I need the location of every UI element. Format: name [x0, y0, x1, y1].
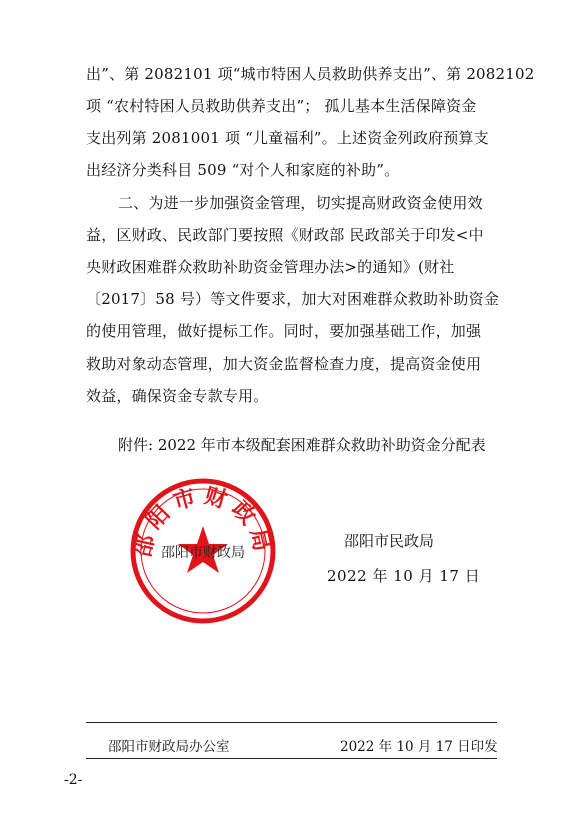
body-line: 益，区财政、民政部门要按照《财政部 民政部关于印发<中: [86, 226, 484, 244]
body-line: 央财政困难群众救助补助资金管理办法>的通知》(财社: [86, 258, 455, 276]
attachment-line: 附件: 2022 年市本级配套困难群众救助补助资金分配表: [118, 436, 486, 454]
civil-affairs-bureau: 邵阳市民政局: [344, 532, 435, 550]
official-seal: [128, 476, 278, 626]
body-line: 〔2017〕58 号）等文件要求，加大对困难群众救助补助资金: [86, 290, 500, 308]
signature-date: 2022 年 10 月 17 日: [327, 567, 481, 585]
body-line: 出经济分类科目 509 “对个人和家庭的补助”。: [86, 161, 400, 179]
body-line: 效益，确保资金专款专用。: [86, 387, 269, 405]
body-line: 二、为进一步加强资金管理，切实提高财政资金使用效: [118, 194, 483, 212]
body-line: 的使用管理，做好提标工作。同时，要加强基础工作，加强: [86, 322, 482, 340]
footer-office: 邵阳市财政局办公室: [108, 739, 230, 755]
footer-top-rule: [86, 722, 497, 723]
body-line: 项 “农村特困人员救助供养支出”； 孤儿基本生活保障资金: [86, 97, 477, 115]
page-number: -2-: [64, 772, 83, 788]
body-line: 救助对象动态管理，加大资金监督检查力度，提高资金使用: [86, 355, 482, 373]
footer-issued: 2022 年 10 月 17 日印发: [340, 739, 498, 755]
seal-underlying-text: 邵阳市财政局: [161, 545, 245, 561]
body-line: 支出列第 2081001 项 “儿童福利”。上述资金列政府预算支: [86, 129, 489, 147]
body-line: 出”、第 2082101 项“城市特困人员救助供养支出”、第 2082102: [86, 65, 535, 83]
footer-bottom-rule: [86, 758, 497, 759]
seal-text: 邵阳市财政局: [130, 483, 276, 560]
